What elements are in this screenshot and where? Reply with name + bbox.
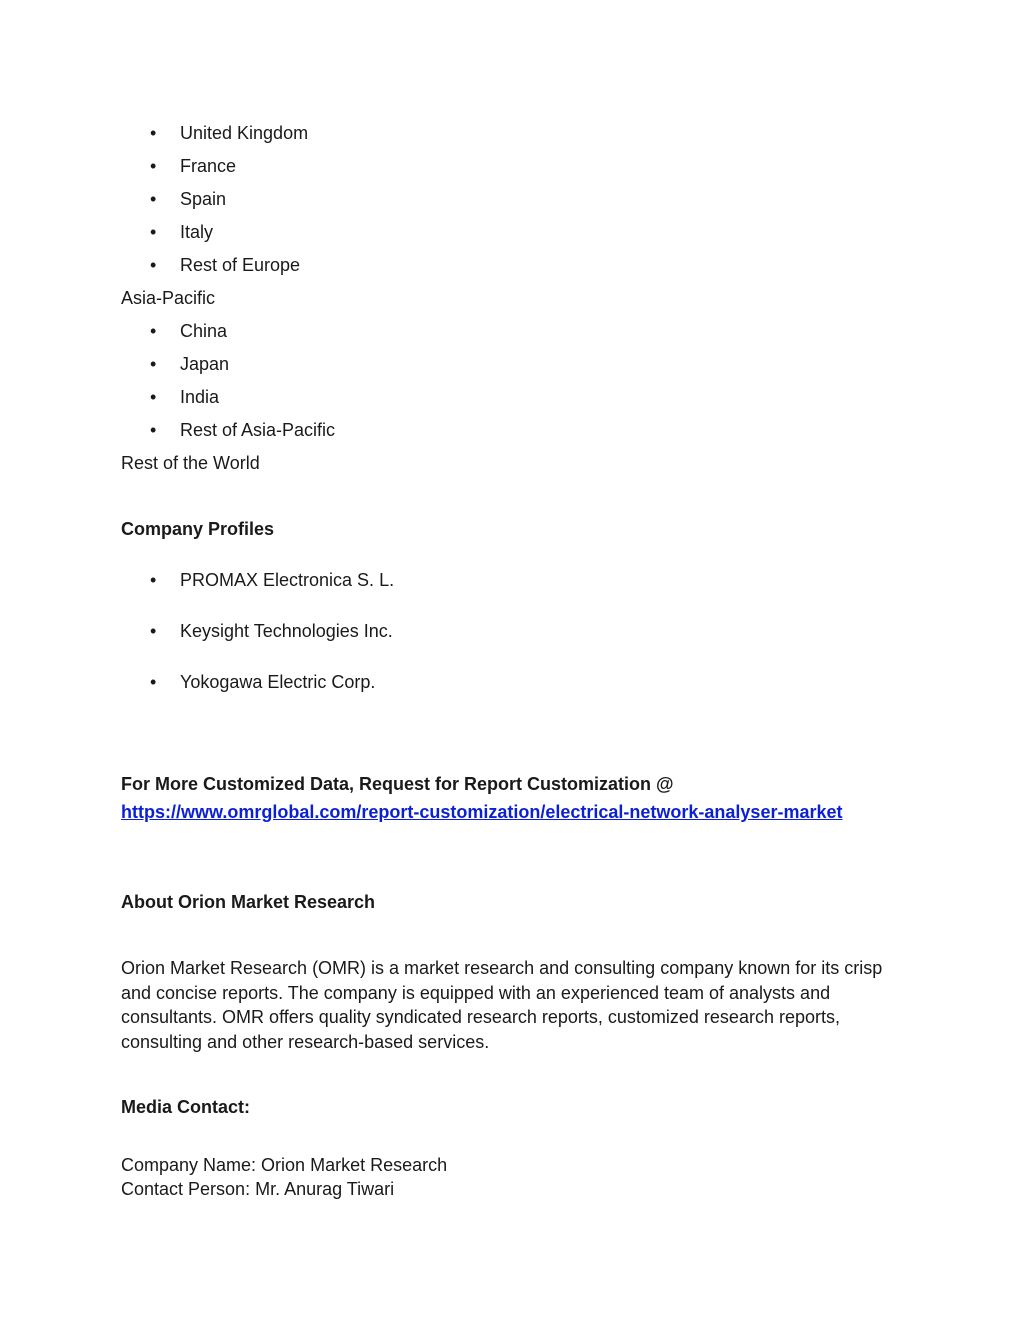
country-label: France	[180, 156, 237, 176]
bullet-icon: •	[150, 222, 157, 242]
list-item	[150, 220, 213, 244]
bullet-icon: •	[150, 321, 157, 341]
country-label: Spain	[180, 189, 227, 209]
country-label: India	[180, 387, 220, 407]
bullet-icon: •	[150, 189, 157, 209]
list-item	[150, 253, 300, 277]
company-name-line: Company Name: Orion Market Research	[121, 1155, 448, 1175]
media-contact-heading: Media Contact:	[121, 1097, 251, 1117]
bullet-icon: •	[150, 570, 157, 590]
list-item	[150, 352, 229, 376]
list-item	[150, 568, 394, 592]
company-label: PROMAX Electronica S. L.	[180, 570, 395, 590]
list-item	[150, 418, 335, 442]
company-label: Keysight Technologies Inc.	[180, 621, 393, 641]
region-heading-rest-of-world: Rest of the World	[121, 453, 260, 473]
list-item	[150, 121, 308, 145]
bullet-icon: •	[150, 420, 157, 440]
list-item	[150, 319, 227, 343]
list-item	[150, 385, 219, 409]
country-label: Rest of Asia-Pacific	[180, 420, 336, 440]
bullet-icon: •	[150, 255, 157, 275]
about-paragraph: Orion Market Research (OMR) is a market research and consulting company known for its crisp and concise reports. The company is equipped with an experienced team of analysts and consultants. OMR offers quality syndicated research reports, customized research reports, consulting and other research-based services.	[121, 958, 883, 1052]
bullet-icon: •	[150, 123, 157, 143]
customization-link[interactable]: https://www.omrglobal.com/report-customization/electrical-network-analyser-market	[121, 802, 843, 822]
bullet-icon: •	[150, 156, 157, 176]
list-item	[150, 619, 393, 643]
list-item	[150, 670, 375, 694]
bullet-icon: •	[150, 621, 157, 641]
about-heading: About Orion Market Research	[121, 892, 376, 912]
list-item	[150, 154, 236, 178]
country-label: United Kingdom	[180, 123, 309, 143]
country-label: China	[180, 321, 228, 341]
contact-person-line: Contact Person: Mr. Anurag Tiwari	[121, 1179, 395, 1199]
country-label: Rest of Europe	[180, 255, 301, 275]
company-label: Yokogawa Electric Corp.	[180, 672, 376, 692]
company-profiles-heading: Company Profiles	[121, 519, 275, 539]
region-heading-asia-pacific: Asia-Pacific	[121, 288, 216, 308]
bullet-icon: •	[150, 354, 157, 374]
country-label: Italy	[180, 222, 214, 242]
country-label: Japan	[180, 354, 230, 374]
list-item	[150, 187, 226, 211]
customization-label: For More Customized Data, Request for Report Customization @	[121, 774, 674, 794]
bullet-icon: •	[150, 387, 157, 407]
bullet-icon: •	[150, 672, 157, 692]
